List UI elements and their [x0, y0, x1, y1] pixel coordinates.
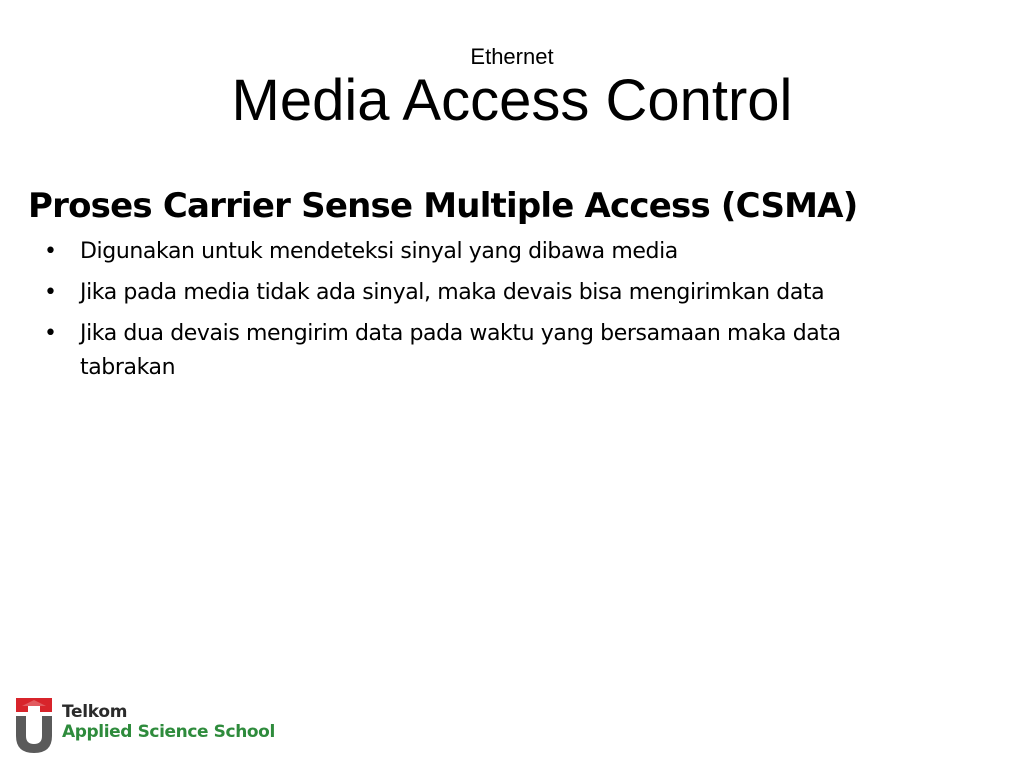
bullet-list — [28, 235, 928, 385]
slide-subtitle: Ethernet — [470, 44, 554, 69]
bullet-text: Jika dua devais mengirim data pada waktu yang bersamaan maka data tabrakan — [80, 321, 841, 380]
slide-content — [28, 181, 928, 392]
bullet-dot-icon: • — [44, 239, 57, 264]
bullet-dot-icon: • — [44, 321, 57, 346]
bullet-text: Jika pada media tidak ada sinyal, maka devais bisa mengirimkan data — [80, 280, 825, 305]
logo-text-school: Applied Science School — [62, 722, 275, 742]
logo-text-telkom: Telkom — [62, 702, 128, 722]
section-heading: Proses Carrier Sense Multiple Access (CSMA) — [28, 186, 858, 226]
bullet-text: Digunakan untuk mendeteksi sinyal yang dibawa media — [80, 239, 678, 264]
bullet-item — [28, 276, 928, 310]
title-block — [0, 44, 1024, 132]
telkom-logo-icon — [14, 696, 54, 754]
telkom-logo — [14, 696, 284, 756]
slide-title: Media Access Control — [231, 68, 793, 133]
bullet-dot-icon: • — [44, 280, 57, 305]
bullet-item — [28, 317, 928, 385]
bullet-item — [28, 235, 928, 269]
